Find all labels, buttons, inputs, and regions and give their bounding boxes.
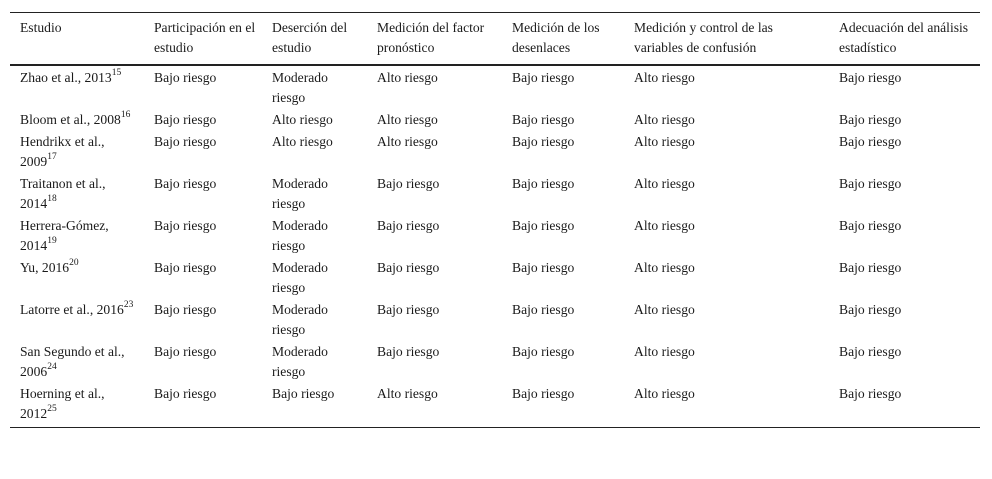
study-cell — [10, 131, 144, 173]
participation-cell: Bajo riesgo — [154, 134, 217, 149]
confounding-cell: Alto riesgo — [634, 176, 695, 191]
study-name: Bloom et al., 2008 — [20, 112, 121, 127]
prognostic-factor-cell: Alto riesgo — [377, 134, 438, 149]
confounding-cell: Alto riesgo — [634, 218, 695, 233]
study-cell — [10, 341, 144, 383]
study-name: Yu, 2016 — [20, 260, 70, 275]
reference-number: 16 — [120, 110, 131, 121]
reference-number: 25 — [47, 404, 57, 415]
participation-cell: Bajo riesgo — [154, 218, 217, 233]
participation-cell: Bajo riesgo — [154, 70, 217, 85]
statistical-analysis-cell: Bajo riesgo — [839, 176, 902, 191]
statistical-analysis-cell: Bajo riesgo — [839, 218, 902, 233]
prognostic-factor-cell: Bajo riesgo — [377, 176, 440, 191]
outcomes-cell: Bajo riesgo — [512, 302, 575, 317]
column-header-dropout: Deserción del estudio — [272, 20, 348, 55]
participation-cell: Bajo riesgo — [154, 260, 217, 275]
study-name: Latorre et al., 2016 — [20, 302, 124, 317]
study-cell — [10, 257, 144, 299]
statistical-analysis-cell: Bajo riesgo — [839, 134, 902, 149]
table-row — [10, 109, 980, 131]
statistical-analysis-cell: Bajo riesgo — [839, 302, 902, 317]
dropout-cell: Bajo riesgo — [272, 386, 335, 401]
dropout-cell: Alto riesgo — [272, 112, 333, 127]
outcomes-cell: Bajo riesgo — [512, 386, 575, 401]
outcomes-cell: Bajo riesgo — [512, 134, 575, 149]
table-row — [10, 215, 980, 257]
reference-number: 15 — [111, 68, 122, 79]
table-row — [10, 173, 980, 215]
prognostic-factor-cell: Alto riesgo — [377, 112, 438, 127]
reference-number: 18 — [47, 194, 57, 205]
reference-number: 20 — [69, 258, 79, 269]
reference-number: 19 — [47, 236, 57, 247]
outcomes-cell: Bajo riesgo — [512, 344, 575, 359]
participation-cell: Bajo riesgo — [154, 176, 217, 191]
table-row — [10, 131, 980, 173]
confounding-cell: Alto riesgo — [634, 386, 695, 401]
study-cell — [10, 109, 144, 131]
table-row — [10, 257, 980, 299]
dropout-cell: Alto riesgo — [272, 134, 333, 149]
confounding-cell: Alto riesgo — [634, 344, 695, 359]
column-header-participation: Participación en el estudio — [154, 20, 256, 55]
study-name: Zhao et al., 2013 — [20, 70, 112, 85]
dropout-cell: Moderado riesgo — [272, 176, 328, 211]
study-cell — [10, 173, 144, 215]
participation-cell: Bajo riesgo — [154, 302, 217, 317]
dropout-cell: Moderado riesgo — [272, 260, 328, 295]
risk-of-bias-table — [10, 12, 980, 428]
table-row — [10, 341, 980, 383]
table-row — [10, 299, 980, 341]
dropout-cell: Moderado riesgo — [272, 344, 328, 379]
dropout-cell: Moderado riesgo — [272, 70, 328, 105]
table-row — [10, 383, 980, 428]
participation-cell: Bajo riesgo — [154, 386, 217, 401]
study-cell — [10, 299, 144, 341]
study-cell — [10, 215, 144, 257]
statistical-analysis-cell: Bajo riesgo — [839, 260, 902, 275]
confounding-cell: Alto riesgo — [634, 70, 695, 85]
confounding-cell: Alto riesgo — [634, 260, 695, 275]
statistical-analysis-cell: Bajo riesgo — [839, 344, 902, 359]
column-header-statistical-analysis: Adecuación del análisis estadístico — [839, 20, 969, 55]
statistical-analysis-cell: Bajo riesgo — [839, 386, 902, 401]
dropout-cell: Moderado riesgo — [272, 302, 328, 337]
study-name: Traitanon et al., 2014 — [20, 176, 106, 211]
study-name: Hoerning et al., 2012 — [20, 386, 105, 421]
prognostic-factor-cell: Bajo riesgo — [377, 218, 440, 233]
statistical-analysis-cell: Bajo riesgo — [839, 112, 902, 127]
dropout-cell: Moderado riesgo — [272, 218, 328, 253]
prognostic-factor-cell: Bajo riesgo — [377, 260, 440, 275]
outcomes-cell: Bajo riesgo — [512, 260, 575, 275]
prognostic-factor-cell: Alto riesgo — [377, 386, 438, 401]
column-header-study: Estudio — [20, 20, 62, 35]
outcomes-cell: Bajo riesgo — [512, 112, 575, 127]
header-row — [10, 13, 980, 66]
table-header — [10, 13, 980, 66]
prognostic-factor-cell: Alto riesgo — [377, 70, 438, 85]
prognostic-factor-cell: Bajo riesgo — [377, 344, 440, 359]
column-header-outcomes: Medición de los desenlaces — [512, 20, 600, 55]
study-name: Herrera-Gómez, 2014 — [20, 218, 109, 253]
table-body — [10, 65, 980, 428]
prognostic-factor-cell: Bajo riesgo — [377, 302, 440, 317]
outcomes-cell: Bajo riesgo — [512, 218, 575, 233]
column-header-prognostic-factor: Medición del factor pronóstico — [377, 20, 485, 55]
reference-number: 17 — [47, 152, 57, 163]
participation-cell: Bajo riesgo — [154, 112, 217, 127]
confounding-cell: Alto riesgo — [634, 302, 695, 317]
column-header-confounding: Medición y control de las variables de confusión — [634, 20, 773, 55]
confounding-cell: Alto riesgo — [634, 112, 695, 127]
reference-number: 23 — [123, 300, 134, 311]
reference-number: 24 — [47, 362, 57, 373]
study-cell — [10, 383, 144, 428]
outcomes-cell: Bajo riesgo — [512, 70, 575, 85]
risk-of-bias-table-container — [10, 12, 980, 428]
study-cell — [10, 65, 144, 109]
statistical-analysis-cell: Bajo riesgo — [839, 70, 902, 85]
confounding-cell: Alto riesgo — [634, 134, 695, 149]
study-name: Hendrikx et al., 2009 — [20, 134, 105, 169]
study-name: San Segundo et al., 2006 — [20, 344, 125, 379]
outcomes-cell: Bajo riesgo — [512, 176, 575, 191]
table-row — [10, 65, 980, 109]
participation-cell: Bajo riesgo — [154, 344, 217, 359]
